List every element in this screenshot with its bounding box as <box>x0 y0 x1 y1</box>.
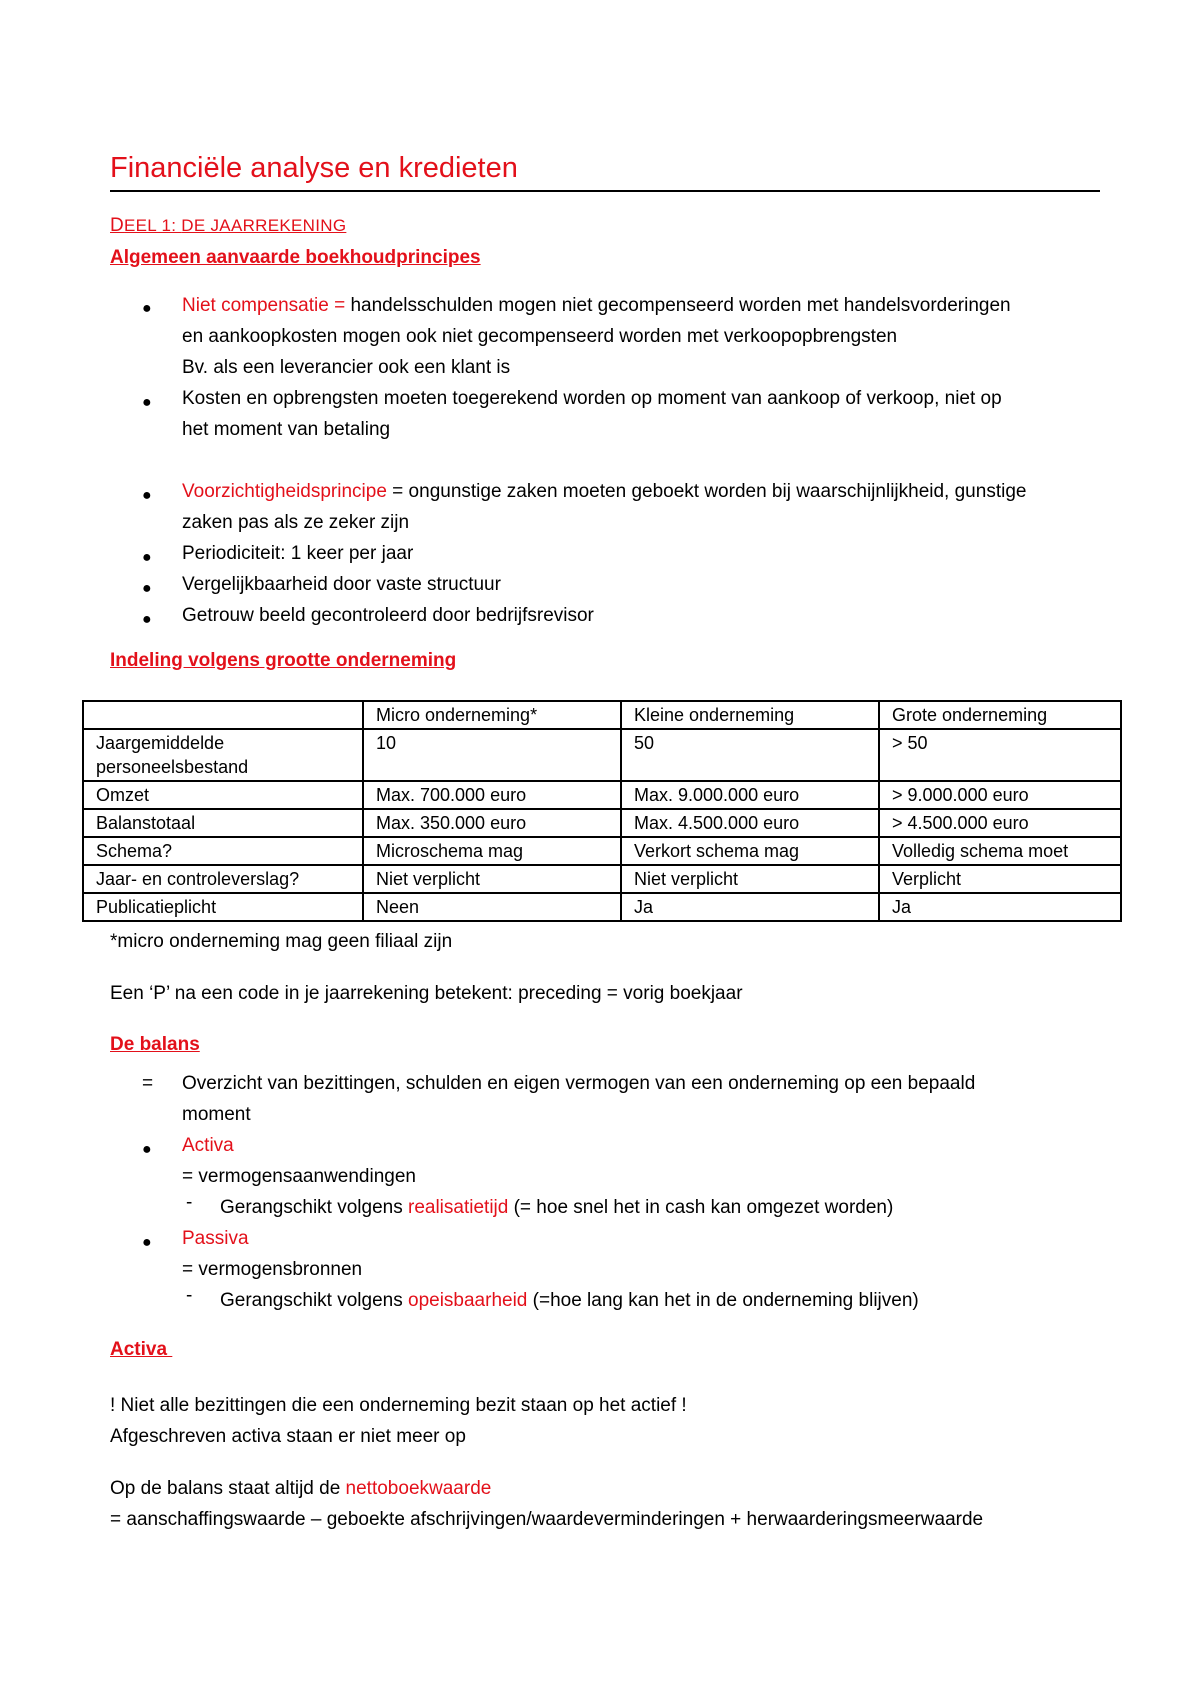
part-heading-number: EEL 1: <box>124 216 182 235</box>
table-cell: Omzet <box>83 781 363 809</box>
list-item <box>182 290 1011 321</box>
list-item-example: Bv. als een leverancier ook een klant is <box>182 357 511 378</box>
table-cell: Micro onderneming* <box>363 701 621 729</box>
table-cell: Volledig schema moet <box>879 837 1121 865</box>
passiva-term: Passiva <box>182 1228 249 1249</box>
part-heading <box>110 215 346 237</box>
term: realisatietijd <box>408 1197 509 1218</box>
table-row <box>83 809 1121 837</box>
bullet-icon: ● <box>142 394 152 411</box>
bullet-icon: ● <box>142 1234 152 1251</box>
table-cell: Schema? <box>83 837 363 865</box>
warning-text: ! Niet alle bezittingen die een onderneming bezit staan op het actief ! <box>110 1395 687 1416</box>
table-footnote: *micro onderneming mag geen filiaal zijn <box>110 931 453 952</box>
table-cell: Max. 350.000 euro <box>363 809 621 837</box>
equals-icon: = <box>142 1073 154 1094</box>
list-item: Periodiciteit: 1 keer per jaar <box>182 543 414 564</box>
passiva-definition: = vermogensbronnen <box>182 1259 363 1280</box>
table-row <box>83 837 1121 865</box>
table-cell: Grote onderneming <box>879 701 1121 729</box>
body-text-part: Op de balans staat altijd de <box>110 1478 346 1499</box>
activa-definition: = vermogensaanwendingen <box>182 1166 416 1187</box>
body-text <box>110 1473 491 1504</box>
table-cell: Jaar- en controleverslag? <box>83 865 363 893</box>
list-item-continued: zaken pas als ze zeker zijn <box>182 512 410 533</box>
table-cell: Publicatieplicht <box>83 893 363 921</box>
section-heading-activa: Activa <box>110 1339 173 1360</box>
bullet-icon: ● <box>142 487 152 504</box>
table-cell: > 9.000.000 euro <box>879 781 1121 809</box>
note-text: Een ‘P’ na een code in je jaarrekening betekent: preceding = vorig boekjaar <box>110 983 743 1004</box>
table-cell: Niet verplicht <box>621 865 879 893</box>
table-cell: Max. 4.500.000 euro <box>621 809 879 837</box>
table-cell: Ja <box>621 893 879 921</box>
subitem-text: (=hoe lang kan het in de onderneming blijven) <box>527 1290 919 1311</box>
term: nettoboekwaarde <box>345 1478 492 1499</box>
list-item: Kosten en opbrengsten moeten toegerekend worden op moment van aankoop of verkoop, niet op <box>182 388 1002 409</box>
list-item: Vergelijkbaarheid door vaste structuur <box>182 574 501 595</box>
subitem-text: (= hoe snel het in cash kan omgezet worden) <box>508 1197 894 1218</box>
section-heading-balance: De balans <box>110 1034 200 1055</box>
activa-subitem <box>220 1192 893 1223</box>
table-cell: Verplicht <box>879 865 1121 893</box>
size-table <box>82 700 1122 922</box>
list-item-continued: het moment van betaling <box>182 419 391 440</box>
part-heading-subtitle: DE JAARREKENING <box>181 216 347 235</box>
table-cell: 10 <box>363 729 621 781</box>
list-item-text: = ongunstige zaken moeten geboekt worden bij waarschijnlijkheid, gunstige <box>386 481 1027 502</box>
table-cell: Jaargemiddelde personeelsbestand <box>83 729 363 781</box>
definition-text-continued: moment <box>182 1104 251 1125</box>
section-heading-size: Indeling volgens grootte onderneming <box>110 650 457 671</box>
table-row <box>83 781 1121 809</box>
table-cell: Neen <box>363 893 621 921</box>
definition-text: Overzicht van bezittingen, schulden en eigen vermogen van een onderneming op een bepaald <box>182 1073 976 1094</box>
table-row <box>83 893 1121 921</box>
table-cell: 50 <box>621 729 879 781</box>
table-cell: Max. 700.000 euro <box>363 781 621 809</box>
table-cell: Ja <box>879 893 1121 921</box>
table-cell: Niet verplicht <box>363 865 621 893</box>
dash-icon: - <box>186 1192 193 1213</box>
subitem-text: Gerangschikt volgens <box>220 1290 408 1311</box>
list-item-continued: en aankoopkosten mogen ook niet gecompenseerd worden met verkoopopbrengsten <box>182 326 898 347</box>
table-cell: Balanstotaal <box>83 809 363 837</box>
table-cell: Kleine onderneming <box>621 701 879 729</box>
table-cell: > 50 <box>879 729 1121 781</box>
table-cell: Verkort schema mag <box>621 837 879 865</box>
body-text: Afgeschreven activa staan er niet meer op <box>110 1426 466 1447</box>
table-cell: > 4.500.000 euro <box>879 809 1121 837</box>
table-row <box>83 729 1121 781</box>
dash-icon: - <box>186 1285 193 1306</box>
bullet-icon: ● <box>142 549 152 566</box>
page-title: Financiële analyse en kredieten <box>110 148 1100 192</box>
table-row <box>83 865 1121 893</box>
list-item: Getrouw beeld gecontroleerd door bedrijfsrevisor <box>182 605 594 626</box>
term: opeisbaarheid <box>408 1290 528 1311</box>
list-item <box>182 476 1026 507</box>
list-item-text: handelsschulden mogen niet gecompenseerd worden met handelsvorderingen <box>345 295 1011 316</box>
table-header-row <box>83 701 1121 729</box>
bullet-icon: ● <box>142 1141 152 1158</box>
part-heading-initial: D <box>110 215 125 236</box>
bullet-icon: ● <box>142 300 152 317</box>
term: Niet compensatie = <box>182 295 346 316</box>
passiva-subitem <box>220 1285 919 1316</box>
table-cell: Max. 9.000.000 euro <box>621 781 879 809</box>
table-cell: Microschema mag <box>363 837 621 865</box>
table-cell <box>83 701 363 729</box>
formula-text: = aanschaffingswaarde – geboekte afschrijvingen/waardeverminderingen + herwaarderingsmeerwaarde <box>110 1509 984 1530</box>
term: Voorzichtigheidsprincipe <box>182 481 387 502</box>
subitem-text: Gerangschikt volgens <box>220 1197 408 1218</box>
bullet-icon: ● <box>142 611 152 628</box>
activa-term: Activa <box>182 1135 234 1156</box>
section-heading-principles: Algemeen aanvaarde boekhoudprincipes <box>110 247 481 268</box>
bullet-icon: ● <box>142 580 152 597</box>
